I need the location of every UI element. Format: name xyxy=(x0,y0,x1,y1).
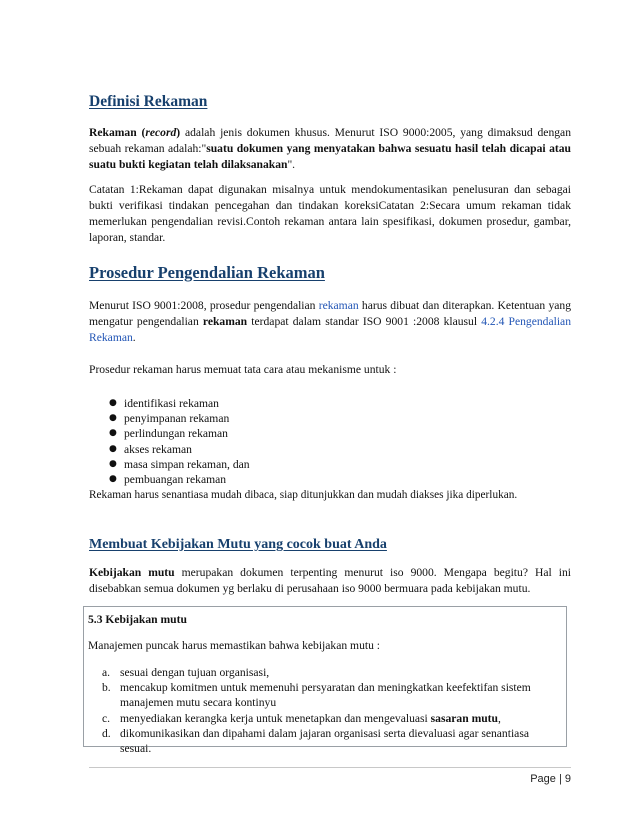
list-item xyxy=(102,711,560,726)
paragraph-prosedur-3: Rekaman harus senantiasa mudah dibaca, siap ditunjukkan dan mudah diakses jika diperlukan. xyxy=(89,489,518,501)
bold-sasaran-mutu: sasaran mutu xyxy=(430,711,498,725)
footer-divider xyxy=(89,767,571,768)
bullet-icon: ● xyxy=(109,443,117,454)
list-item xyxy=(109,472,509,487)
paragraph-prosedur-1 xyxy=(89,298,571,346)
list-item-text: perlindungan rekaman xyxy=(124,427,228,441)
heading-definisi-rekaman: Definisi Rekaman xyxy=(89,93,208,110)
paragraph-definisi-2: Catatan 1:Rekaman dapat digunakan misalnya untuk mendokumentasikan penelusuran dan sebagai bukti verifikasi tindakan pencegahan dan tindakan koreksiCatatan 2:Secara umum rekaman tidak memerlukan pengendalian revisi.Contoh rekaman antara lain spesifikasi, dokumen prosedur, gambar, laporan, standar. xyxy=(89,183,571,244)
paragraph-definisi-1 xyxy=(89,125,571,173)
list-item-text-main: menyediakan kerangka kerja untuk menetapkan dan mengevaluasi xyxy=(120,711,431,725)
list-item-text: akses rekaman xyxy=(124,442,192,456)
list-item-text: masa simpan rekaman, dan xyxy=(124,457,250,471)
bullet-icon: ● xyxy=(109,473,117,484)
term-kebijakan-mutu: Kebijakan mutu xyxy=(89,566,175,579)
list-item-text: pembuangan rekaman xyxy=(124,472,227,486)
paragraph-prosedur-2: Prosedur rekaman harus memuat tata cara atau mekanisme untuk : xyxy=(89,363,397,376)
list-item xyxy=(109,396,509,411)
term-rekaman: Rekaman xyxy=(89,126,137,139)
bullet-icon: ● xyxy=(109,398,117,408)
clause-intro: Manajemen puncak harus memastikan bahwa kebijakan mutu : xyxy=(88,639,381,652)
heading-kebijakan-mutu: Membuat Kebijakan Mutu yang cocok buat Anda xyxy=(89,537,387,552)
clause-list xyxy=(102,665,560,756)
list-item-text: mencakup komitmen untuk memenuhi persyaratan dan meningkatkan keefektifan sistem manajemen mutu secara kontinyu xyxy=(120,681,531,710)
list-item xyxy=(109,442,509,457)
bullet-icon: ● xyxy=(109,458,117,469)
list-marker: c. xyxy=(102,711,111,725)
bullet-icon: ● xyxy=(109,428,117,439)
list-item-text: dikomunikasikan dan dipahami dalam jajaran organisasi serta dievaluasi agar senantiasa sesuai. xyxy=(120,726,529,756)
list-item xyxy=(109,457,509,472)
list-item xyxy=(102,665,560,680)
clause-box-5-3 xyxy=(83,606,567,756)
definisi-text-2: ". xyxy=(287,158,296,171)
list-marker: d. xyxy=(102,726,111,740)
prosedur-text-1: Menurut ISO 9001:2008, prosedur pengendalian xyxy=(89,299,319,312)
link-klausul-424[interactable]: 4.2.4 Pengendalian Rekaman xyxy=(89,315,571,344)
kebijakan-text-1: merupakan dokumen terpenting menurut iso 9000. Mengapa begitu? Hal ini disebabkan semua dokumen yg berlaku di perusahaan iso 9000 bermuara pada kebijakan mutu. xyxy=(89,566,571,595)
list-marker: a. xyxy=(102,666,111,679)
heading-prosedur-pengendalian: Prosedur Pengendalian Rekaman xyxy=(89,263,325,282)
list-item-text xyxy=(120,711,501,726)
definisi-text-1: adalah jenis dokumen khusus. Menurut ISO 9000:2005, yang dimaksud dengan sebuah rekaman adalah:" xyxy=(89,126,571,155)
list-item-tail: , xyxy=(497,711,501,725)
page-number: Page | 9 xyxy=(530,773,571,785)
definisi-bold-quote: suatu dokumen yang menyatakan bahwa sesuatu hasil telah dicapai atau suatu bukti kegiatan telah dilaksanakan xyxy=(89,142,571,171)
link-rekaman[interactable]: rekaman xyxy=(318,299,359,312)
prosedur-bold-rekaman: rekaman xyxy=(202,315,248,328)
paragraph-kebijakan-1 xyxy=(89,565,571,597)
prosedur-text-2: harus dibuat dan diterapkan. Ketentuan yang mengatur pengendalian xyxy=(89,299,571,328)
close-paren: ) xyxy=(176,126,181,139)
list-item xyxy=(109,411,509,426)
bullet-icon: ● xyxy=(109,413,117,424)
list-marker: b. xyxy=(102,681,111,695)
bullet-list-prosedur xyxy=(109,396,509,487)
clause-title: 5.3 Kebijakan mutu xyxy=(88,613,187,626)
prosedur-text-4: . xyxy=(132,331,136,344)
list-item xyxy=(102,680,560,710)
prosedur-text-3: terdapat dalam standar ISO 9001 :2008 klausul xyxy=(247,315,482,328)
list-item xyxy=(102,726,560,756)
open-paren: ( xyxy=(141,126,146,139)
list-item-text: identifikasi rekaman xyxy=(124,397,219,410)
list-item-text: penyimpanan rekaman xyxy=(124,412,230,426)
list-item xyxy=(109,426,509,441)
list-item-text: sesuai dengan tujuan organisasi, xyxy=(120,666,270,679)
term-record: record xyxy=(145,126,177,139)
